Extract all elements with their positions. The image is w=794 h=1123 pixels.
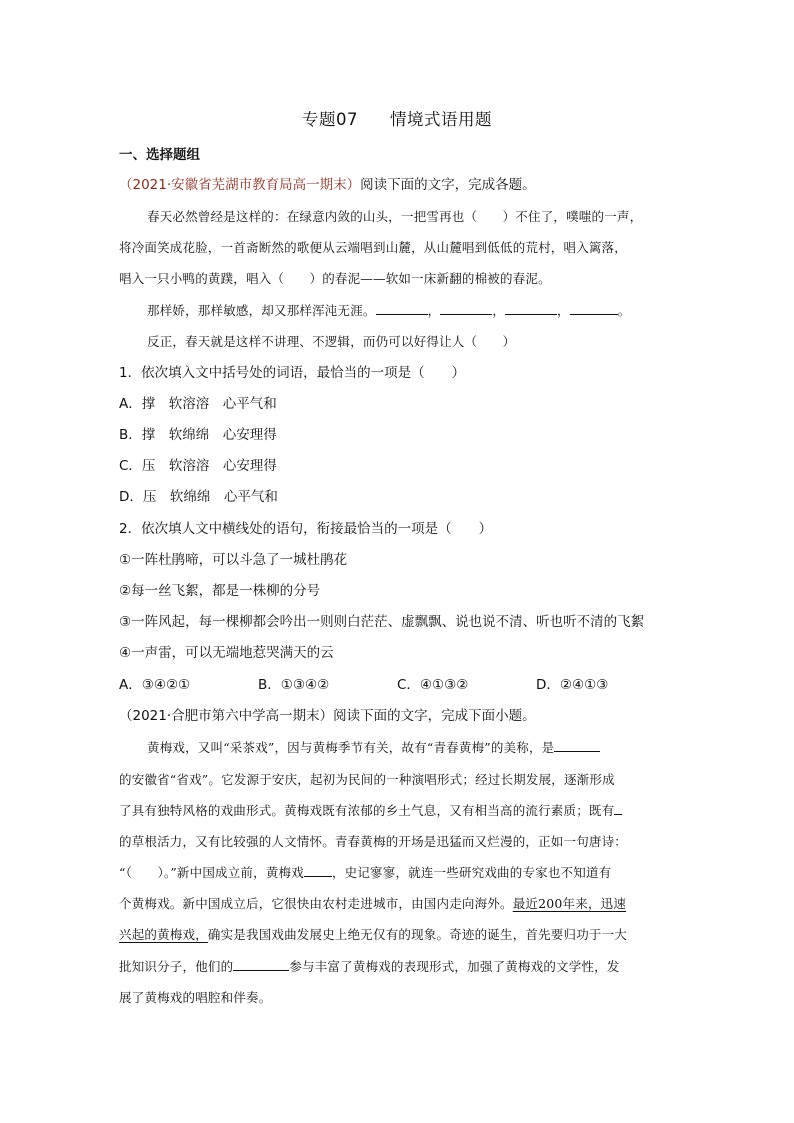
passage1-line-5: 反正，春天就是这样不讲理、不逻辑，而仍可以好得让人（ ） [147,334,516,349]
fill-blank [570,302,618,315]
title-name: 情境式语用题 [390,110,492,129]
page-title [0,106,794,130]
passage2-line-3 [119,802,622,820]
passage1-instruction: 阅读下面的文字，完成各题。 [360,177,536,193]
passage2-text: ，史记寥寥，就连一些研究戏曲的专家也不知道有 [331,865,612,880]
passage2-line-5 [119,864,611,882]
fill-blank [505,302,557,315]
question-2-stem: 2．依次填人文中横线处的语句，衔接最恰当的一项是（ ） [119,521,493,537]
q2-item-1: ①一阵杜鹃啼，可以斗急了一城杜鹃花 [119,552,348,568]
passage1-header [119,176,536,194]
q1-option-a: A．撑 软溶溶 心平气和 [119,396,277,412]
passage1-line-4-text: 那样娇，那样敏感，却又那样浑沌无涯。 [147,303,376,318]
passage2-line-4: 的草根活力，又有比较强的人文情怀。青春黄梅的开场是迅猛而又烂漫的，正如一句唐诗： [119,834,628,849]
q1-option-c: C．压 软溶溶 心安理得 [119,458,277,474]
passage2-line-8 [119,958,620,976]
q2-option-c: C．④①③② [397,677,469,693]
passage1-line-3: 唱入一只小鸭的黄蹼，唱入（ ）的春泥——软如一床新翻的棉被的春泥。 [119,271,551,286]
passage2-text: “（ ）。”新中国成立前，黄梅戏 [119,865,304,880]
fill-blank [376,302,428,315]
q2-options [119,676,608,694]
section-heading: 一、选择题组 [119,147,200,163]
underlined-sentence: 最近200年来，迅速 [512,896,627,911]
passage2-line-1 [147,739,600,757]
passage1-line-1: 春天必然曾经是这样的：在绿意内敛的山头，一把雪再也（ ）不住了，噗嗤的一声， [147,209,643,224]
passage2-text: 个黄梅戏。新中国成立后，它很快由农村走进城市，由国内走向海外。 [119,896,513,911]
q2-item-3: ③一阵风起，每一棵柳都会吟出一则则白茫茫、虚飘飘、说也说不清、听也听不清的飞絮 [119,614,645,630]
passage2-line-7 [119,926,627,944]
q2-option-b: B．①③④② [258,677,330,693]
passage2-source: （2021·合肥市第六中学高一期末） [119,708,334,724]
passage2-line-6 [119,895,626,913]
q2-item-2: ②每一丝飞絮，都是一株柳的分号 [119,583,321,599]
q2-option-a: A．③④②① [119,677,191,693]
passage2-text: 批知识分子，他们的 [119,959,234,974]
fill-blank [440,302,492,315]
passage1-source: （2021·安徽省芜湖市教育局高一期末） [119,177,361,193]
passage1-line-2: 将冷面笑成花脸，一首斋断然的歌便从云端唱到山麓，从山麓唱到低低的荒村，唱入篱落， [119,240,628,255]
passage2-text: 了具有独特风格的戏曲形式。黄梅戏既有浓郁的乡土气息，又有相当高的流行素质；既有 [119,803,615,818]
question-1-stem: 1．依次填入文中括号处的词语，最恰当的一项是（ ） [119,365,466,381]
fill-blank [304,864,332,877]
passage2-text: 确实是我国戏曲发展史上绝无仅有的现象。奇迹的诞生，首先要归功于一大 [207,927,628,942]
passage2-header [119,707,536,725]
fill-blank [233,958,289,971]
q2-item-4: ④一声雷，可以无端地惹哭满天的云 [119,645,334,661]
passage2-line-9: 展了黄梅戏的唱腔和伴奏。 [119,990,272,1005]
passage1-line-4: 那样娇，那样敏感，却又那样浑沌无涯。 ， ， ， 。 [147,303,631,318]
q1-option-b: B．撑 软绵绵 心安理得 [119,427,277,443]
fill-blank [614,802,622,815]
passage2-text: 黄梅戏，又叫“采茶戏”，因与黄梅季节有关，故有“青春黄梅”的美称，是 [147,740,555,755]
q2-option-d: D．②④①③ [536,677,609,693]
underlined-sentence: 兴起的黄梅戏， [119,927,208,942]
fill-blank [554,739,600,752]
passage2-line-2: 的安徽省“省戏”。它发源于安庆，起初为民间的一种演唱形式；经过长期发展，逐渐形成 [119,772,615,787]
title-number: 专题07 [302,110,358,129]
q1-option-d: D．压 软绵绵 心平气和 [119,489,278,505]
passage2-instruction: 阅读下面的文字，完成下面小题。 [333,708,536,724]
passage2-text: 参与丰富了黄梅戏的表现形式，加强了黄梅戏的文学性，发 [289,959,620,974]
